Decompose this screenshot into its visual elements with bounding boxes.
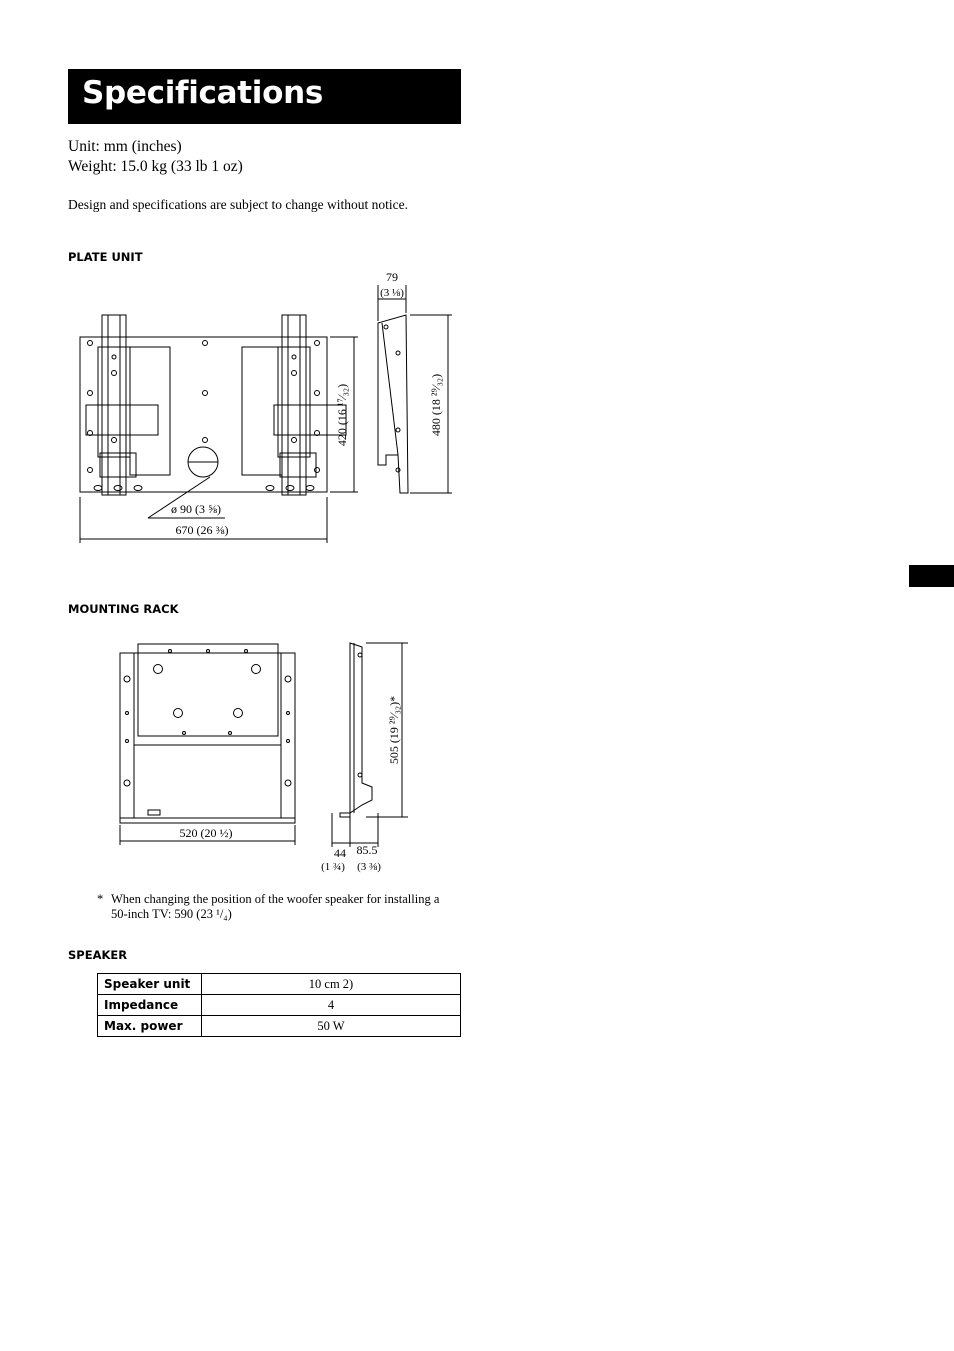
plate-height-label: 420 (16 ¹⁷⁄₃₂): [335, 383, 349, 447]
plate-width-label: 670 (26 ⅜): [175, 523, 229, 537]
max-power-label: Max. power: [98, 1016, 202, 1037]
rack-dim-a-label: 44: [334, 846, 346, 860]
table-row: [98, 974, 461, 995]
plate-hole-label: ø 90 (3 ⅝): [171, 502, 221, 516]
rack-dim-b-inch-label: (3 ⅜): [357, 861, 381, 873]
speaker-unit-label: Speaker unit: [98, 974, 202, 995]
plate-unit-heading: PLATE UNIT: [68, 250, 143, 264]
page-title: Specifications: [82, 75, 324, 111]
plate-depth-inch-label: (3 ⅛): [380, 287, 404, 299]
footnote-mark: *: [97, 892, 104, 906]
mounting-rack-heading: MOUNTING RACK: [68, 602, 179, 616]
rack-dim-a-inch-label: (1 ¾): [321, 861, 345, 873]
rack-height-label: 505 (19 ²⁹⁄₃₂)*: [387, 695, 401, 765]
footnote-text: When changing the position of the woofer speaker for installing a 50-inch TV: 590 (23 ¹/₄): [111, 892, 440, 921]
page-tab-marker: [909, 565, 954, 587]
impedance-value: 4: [202, 995, 461, 1016]
rack-width-label: 520 (20 ½): [179, 826, 233, 840]
table-row: [98, 1016, 461, 1037]
speaker-unit-value: 10 cm 2): [202, 974, 461, 995]
unit-line: Unit: mm (inches): [68, 138, 182, 155]
max-power-value: 50 W: [202, 1016, 461, 1037]
table-row: [98, 995, 461, 1016]
rack-dim-b-label: 85.5: [356, 843, 378, 857]
plate-unit-drawing: [60, 265, 460, 550]
weight-line: Weight: 15.0 kg (33 lb 1 oz): [68, 158, 243, 175]
page-title-bar: [68, 69, 461, 124]
speaker-spec-table: [97, 973, 461, 1037]
plate-side-height-label: 480 (18 ²⁹⁄₃₂): [429, 373, 443, 437]
speaker-heading: SPEAKER: [68, 948, 128, 962]
notice-text: Design and specifications are subject to change without notice.: [68, 197, 409, 212]
plate-depth-label: 79: [386, 270, 398, 284]
mounting-rack-drawing: [110, 635, 420, 880]
impedance-label: Impedance: [98, 995, 202, 1016]
